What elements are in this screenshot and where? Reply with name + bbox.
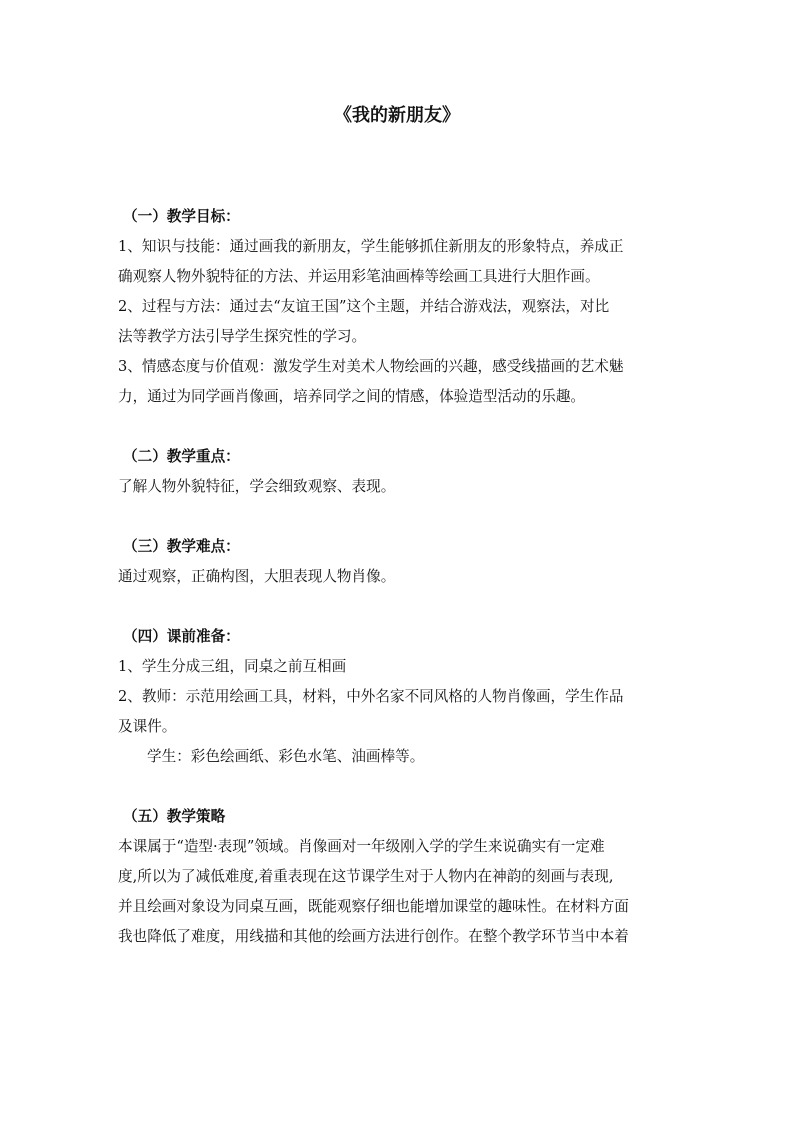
document-title: 《我的新朋友》 <box>334 105 460 126</box>
paragraph-line: 度,所以为了减低难度,着重表现在这节课学生对于人物内在神韵的刻画与表现, <box>118 868 614 885</box>
paragraph-line: 本课属于“造型·表现”领域。肖像画对一年级刚入学的学生来说确实有一定难 <box>118 838 605 855</box>
spacer <box>118 772 678 802</box>
paragraph-line: 3、情感态度与价值观：激发学生对美术人物绘画的兴趣，感受线描画的艺术魅 <box>118 358 624 375</box>
paragraph-line: 及课件。 <box>118 718 177 735</box>
paragraph-line: 1、学生分成三组，同桌之前互相画 <box>118 658 347 675</box>
section-heading-objectives: （一）教学目标： <box>123 208 240 225</box>
paragraph-line: 确观察人物外貌特征的方法、并运用彩笔油画棒等绘画工具进行大胆作画。 <box>118 268 600 285</box>
paragraph-line: 了解人物外貌特征，学会细致观察、表现。 <box>118 478 396 495</box>
spacer <box>118 412 678 442</box>
section-heading-strategy: （五）教学策略 <box>123 808 226 825</box>
paragraph-line: 并且绘画对象设为同桌互画，既能观察仔细也能增加课堂的趣味性。在材料方面 <box>118 898 629 915</box>
paragraph-line: 2、教师：示范用绘画工具，材料，中外名家不同风格的人物肖像画，学生作品 <box>118 688 624 705</box>
paragraph-line: 1、知识与技能：通过画我的新朋友，学生能够抓住新朋友的形象特点，养成正 <box>118 238 624 255</box>
spacer <box>118 502 678 532</box>
paragraph-line: 法等教学方法引导学生探究性的学习。 <box>118 328 367 345</box>
paragraph-line: 通过观察，正确构图，大胆表现人物肖像。 <box>118 568 396 585</box>
spacer <box>118 592 678 622</box>
section-heading-difficulties: （三）教学难点： <box>123 538 240 555</box>
paragraph-line: 2、过程与方法：通过去“友谊王国”这个主题，并结合游戏法，观察法，对比 <box>118 298 610 315</box>
section-heading-preparation: （四）课前准备： <box>123 628 240 645</box>
section-heading-key-points: （二）教学重点： <box>123 448 240 465</box>
document-body <box>118 202 678 952</box>
paragraph-line: 学生：彩色绘画纸、彩色水笔、油画棒等。 <box>147 748 425 765</box>
paragraph-line: 我也降低了难度，用线描和其他的绘画方法进行创作。在整个教学环节当中本着 <box>118 928 629 945</box>
paragraph-line: 力，通过为同学画肖像画，培养同学之间的情感，体验造型活动的乐趣。 <box>118 388 586 405</box>
